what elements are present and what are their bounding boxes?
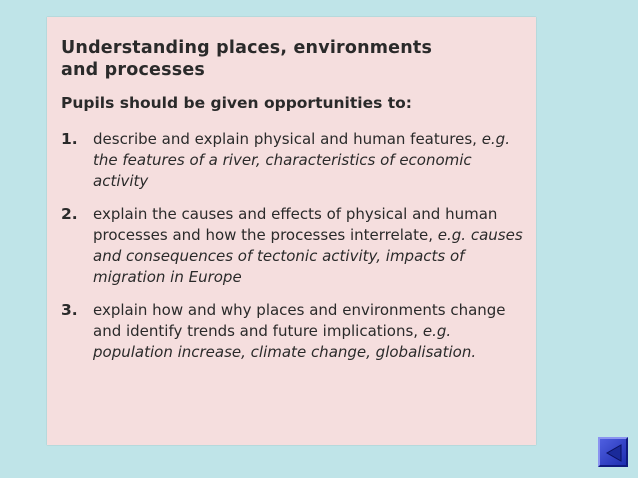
- title-line-2: and processes: [61, 60, 206, 80]
- item-text: [93, 129, 524, 192]
- page-subtitle: Pupils should be given opportunities to:: [61, 94, 412, 112]
- item-main-text: explain the causes and effects of physical and human processes and how the processes interrelate,: [93, 205, 498, 244]
- back-button[interactable]: [598, 437, 628, 467]
- item-example-text: e.g. causes and consequences of tectonic activity, impacts of migration in Europe: [93, 226, 523, 286]
- item-main-text: describe and explain physical and human features,: [93, 130, 477, 148]
- triangle-left-icon: [603, 442, 625, 464]
- document-page: [47, 17, 536, 445]
- item-number: 2.: [61, 205, 78, 223]
- page-title: [61, 37, 524, 81]
- item-text: [93, 204, 524, 288]
- item-number: 1.: [61, 130, 78, 148]
- item-number: 3.: [61, 301, 78, 319]
- list-item: [61, 300, 524, 363]
- list-item: [61, 129, 524, 192]
- item-text: [93, 300, 524, 363]
- item-main-text: explain how and why places and environments change and identify trends and future implications,: [93, 301, 506, 340]
- item-example-text: e.g. the features of a river, characteristics of economic activity: [93, 130, 510, 190]
- list-item: [61, 204, 524, 288]
- title-line-1: Understanding places, environments: [61, 38, 433, 58]
- item-example-text: e.g. population increase, climate change, globalisation.: [93, 322, 477, 361]
